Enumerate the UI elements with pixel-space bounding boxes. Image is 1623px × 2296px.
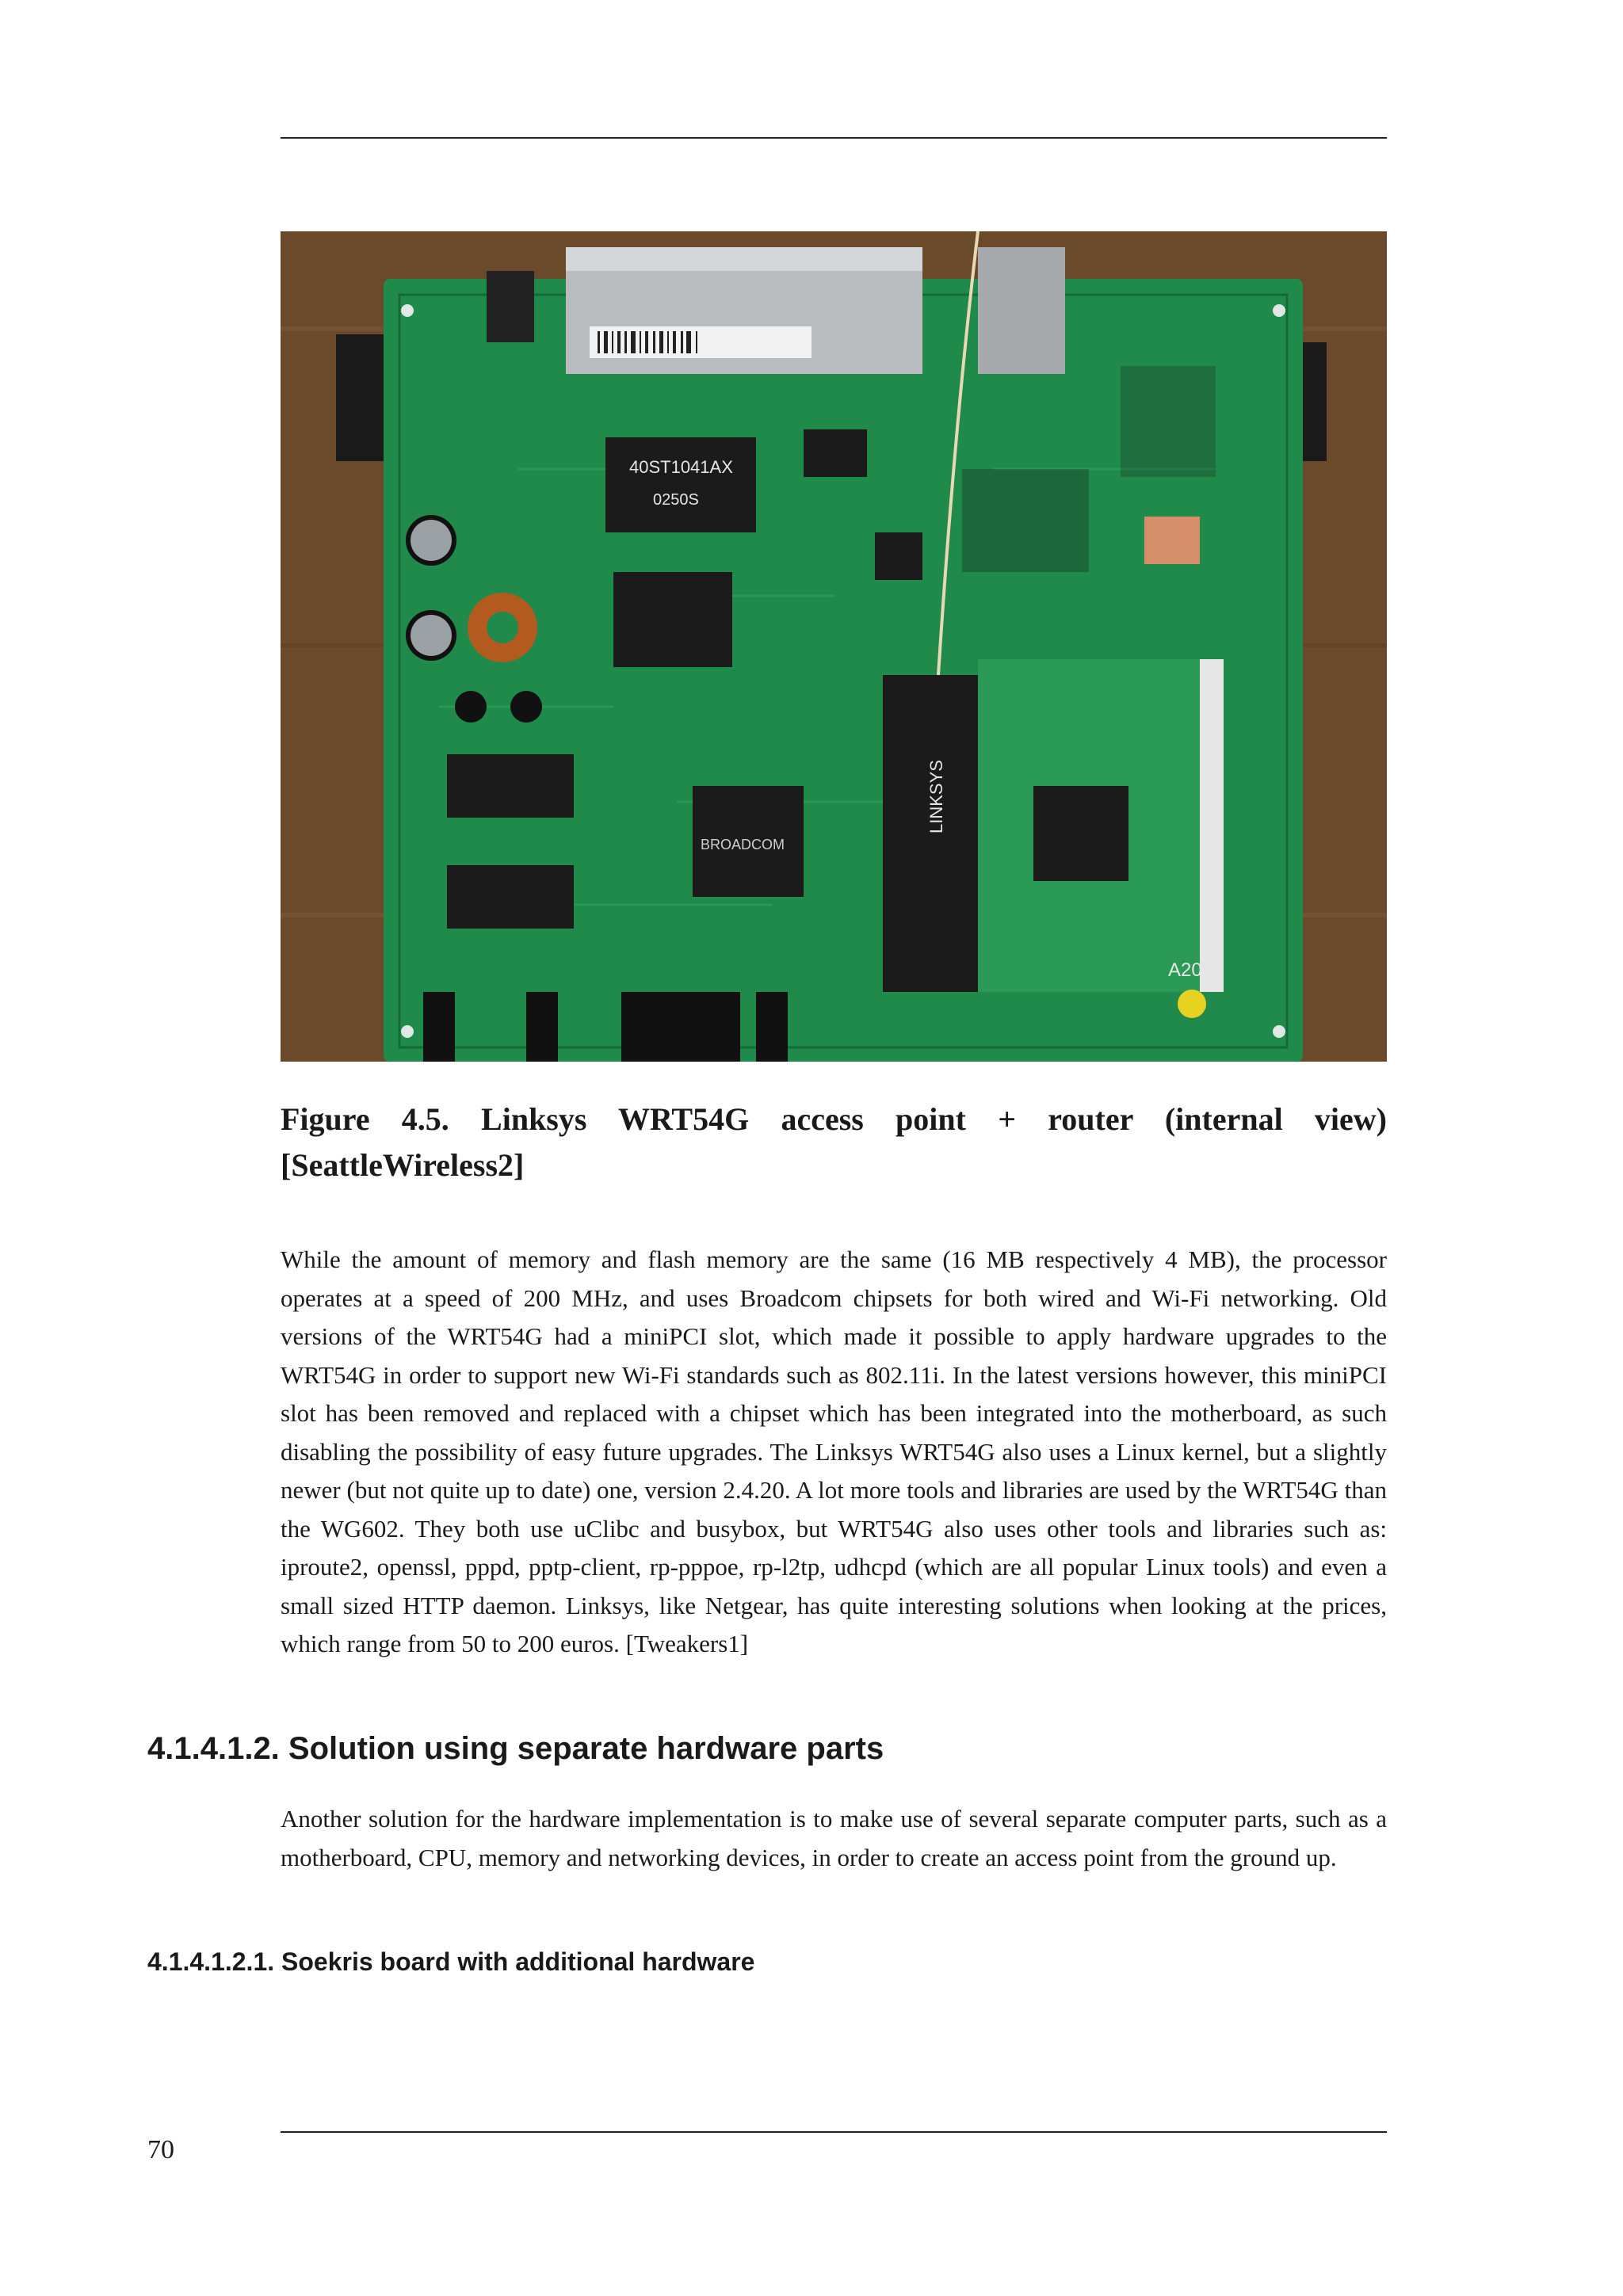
copper-pad <box>1144 517 1200 564</box>
led-connector <box>423 992 455 1062</box>
footer-rule <box>281 2131 1387 2133</box>
router-board-illustration <box>281 231 1387 1062</box>
led-connector <box>756 992 788 1062</box>
capacitor <box>455 691 487 723</box>
case-clip-left <box>336 334 384 461</box>
ethernet-transformer-chip <box>605 437 756 532</box>
led-connector <box>621 992 740 1062</box>
section-heading: 4.1.4.1.2. Solution using separate hardware parts <box>147 1731 884 1766</box>
cpu-brand-label: BROADCOM <box>701 837 785 852</box>
ethernet-chip-label-2: 0250S <box>653 491 699 509</box>
radio-card-label: LINKSYS <box>926 760 946 833</box>
flash-chip <box>447 865 574 929</box>
barcode-label <box>590 326 812 358</box>
page-number: 70 <box>147 2135 174 2164</box>
led-connector <box>526 992 558 1062</box>
wan-port <box>978 247 1065 374</box>
body-paragraph: While the amount of memory and flash memory are the same (16 MB respectively 4 MB), the processor operates at a speed of 200 MHz, and uses Broadcom chipsets for both wired and Wi-Fi networking. Old versions of the WRT54G had a miniPCI slot, which made it possible to apply hardware upgrades to the WRT54G in order to support new Wi-Fi standards such as 802.11i. In the latest versions however, this miniPCI slot has been removed and replaced with a chipset which has been integrated into the motherboard, as such disabling the possibility of easy future upgrades. The Linksys WRT54G also uses a Linux kernel, but a slightly newer (but not quite up to date) one, version 2.4.20. A lot more tools and libraries are used by the WRT54G than the WG602. They both use uClibc and busybox, but WRT54G also uses other tools and libraries such as: iproute2, openssl, pppd, pptp-client, rp-pppoe, rp-l2tp, udhcpd (which are all popular Linux tools) and even a small sized HTTP daemon. Linksys, like Netgear, has quite interesting solutions when looking at the prices, which range from 50 to 200 euros. [Tweakers1] <box>281 1245 1387 1657</box>
body-paragraph: Another solution for the hardware implementation is to make use of several separate computer parts, such as a motherboard, CPU, memory and networking devices, in order to create an access point from the ground up. <box>281 1805 1387 1871</box>
ethernet-chip-label-1: 40ST1041AX <box>629 457 733 477</box>
power-jack <box>487 271 534 342</box>
switch-chip <box>613 572 732 667</box>
board-rev-label: A20 <box>1168 959 1202 981</box>
header-rule <box>281 137 1387 139</box>
subsection-heading: 4.1.4.1.2.1. Soekris board with additional hardware <box>147 1947 755 1976</box>
figure-caption: Figure 4.5. Linksys WRT54G access point + router (internal view) [SeattleWireless2] <box>281 1101 1387 1183</box>
yellow-marker <box>1178 990 1206 1018</box>
ram-chip <box>447 754 574 818</box>
router-board-photo <box>281 231 1387 1062</box>
